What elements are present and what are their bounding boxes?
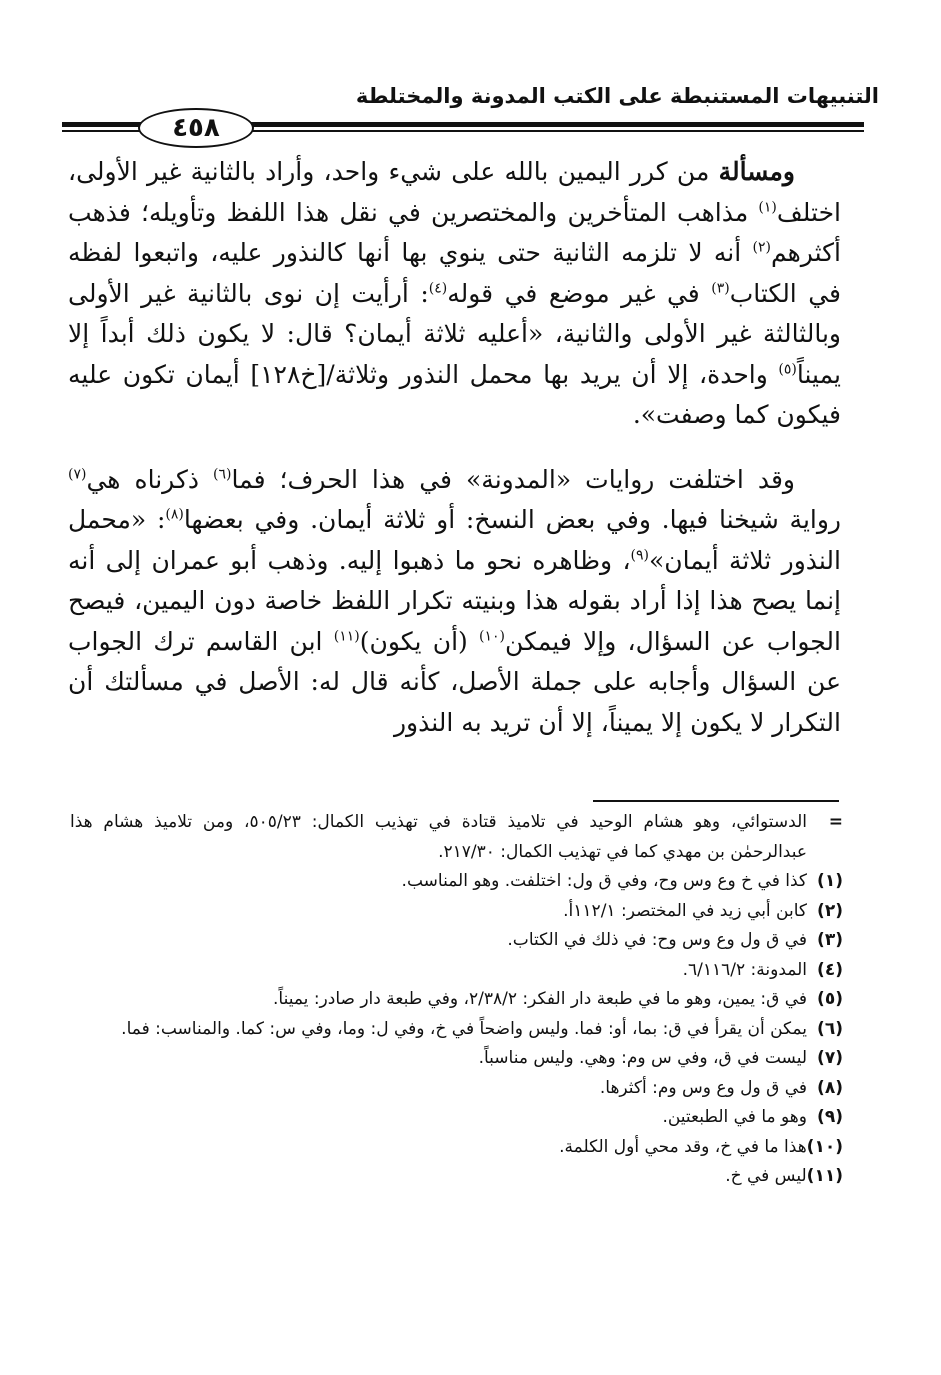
footnote-ref: (٩) (630, 547, 650, 564)
text-segment: وقد اختلفت روايات «المدونة» في هذا الحرف؛ فما (231, 464, 795, 494)
footnote-number: (٨) (817, 1077, 843, 1098)
footnote-ref: (١١) (333, 628, 360, 645)
footnote-text: في ق ول وع وس وم: أكثرها. (599, 1077, 807, 1098)
footnote (70, 956, 843, 986)
text-segment: : «محمل النذور ثلاثة أيمان» (68, 505, 841, 575)
footnote-number: (٣) (817, 930, 843, 950)
footnote-ref: (٦) (213, 466, 232, 483)
text-segment: من كرر اليمين بالله على شيء واحد، وأراد بالثانية غير الأولى، اختلف (68, 157, 841, 227)
footnote (70, 897, 843, 927)
footnote (70, 985, 843, 1015)
text-segment: ، وظاهره نحو ما ذهبوا إليه. وذهب أبو عمران إلى أنه إنما يصح هذا إذا أراد بقوله هذا وبنيته تكرار اللفظ خاصة دون اليمين، فيصح الجواب عن السؤال، وإلا فيمكن (68, 545, 841, 656)
footnote-text: الدستوائي، وهو هشام الوحيد في تلاميذ قتادة في تهذيب الكمال: ٥٠٥/٢٣، ومن تلاميذ هشام هذا عبدالرحمٰن بن مهدي كما في تهذيب الكمال: ٢١٧/٣٠. (70, 812, 807, 862)
footnote-text: في ق: يمين، وهو ما في طبعة دار الفكر: ٢/٣٨/٢، وفي طبعة دار صادر: يميناً. (273, 989, 807, 1009)
page-number: ٤٥٨ (138, 108, 254, 148)
footnote-ref: (٨) (165, 506, 184, 523)
footnote-text: في ق ول وع وس وح: في ذلك في الكتاب. (507, 930, 807, 950)
footnote-separator (593, 800, 839, 802)
footnote (70, 1133, 843, 1163)
footnote-ref: (٧) (68, 466, 87, 483)
text-segment: : أرأيت إن نوى بالثانية غير الأولى وبالثالثة غير الأولى والثانية، «أعليه ثلاثة أيمان؟ قال: لا يكون ذلك أبداً إلا يميناً (68, 278, 841, 389)
text-segment: رواية شيخنا فيها. وفي بعض النسخ: أو ثلاثة أيمان. وفي بعضها (183, 505, 841, 534)
footnote-number: (١) (817, 871, 843, 891)
footnote (70, 1015, 843, 1045)
footnote-number: = (828, 812, 843, 832)
footnote-text: كابن أبي زيد في المختصر: ١١٢/١أ. (563, 900, 807, 921)
footnote-number: (٩) (817, 1107, 843, 1127)
footnote-ref: (٤) (428, 280, 448, 297)
text-segment: واحدة، إلا أن يريد بها محمل النذور وثلاثة/[خ١٢٨] أيمان تكون عليه فيكون كما وصفت». (68, 359, 841, 429)
footnote (70, 1162, 843, 1192)
footnotes (70, 808, 843, 1192)
footnote-text: هذا ما في خ، وقد محي أول الكلمة. (559, 1136, 807, 1157)
text-segment: (أن يكون) (359, 626, 480, 656)
lead-word: ومسألة (718, 157, 795, 186)
text-segment: مذاهب المتأخرين والمختصرين في نقل هذا اللفظ وتأويله؛ فذهب أكثرهم (68, 197, 841, 267)
footnote-ref: (٥) (778, 361, 797, 378)
paragraph-2 (68, 460, 841, 744)
text-segment: ابن القاسم ترك الجواب عن السؤال وأجابه على جملة الأصل، كأنه قال له: الأصل في مسألتك أن التكرار لا يكون إلا يميناً، إلا أن تريد به النذور (68, 626, 841, 737)
text-segment: في غير موضع في قوله (447, 278, 712, 308)
footnote-number: (١٠) (806, 1136, 843, 1157)
footnote (70, 926, 843, 956)
footnote (70, 1044, 843, 1074)
footnote-number: (٥) (817, 989, 843, 1009)
footnote-text: يمكن أن يقرأ في ق: بما، أو: فما. وليس واضحاً في خ، وفي ل: وما، وفي س: كما. والمناسب: فما. (121, 1018, 807, 1039)
footnote-text: المدونة: ٦/١١٦/٢. (682, 959, 807, 980)
footnote-text: ليست في ق، وفي س وم: وهي. وليس مناسباً. (478, 1048, 807, 1068)
footnote-ref: (٢) (752, 239, 771, 256)
footnote (70, 1074, 843, 1104)
footnote-text: وهو ما في الطبعتين. (662, 1107, 807, 1127)
footnote-text: ليس في خ. (725, 1166, 807, 1186)
footnote-number: (٢) (817, 900, 843, 921)
running-title: التنبيهات المستنبطة على الكتب المدونة والمختلطة (355, 84, 879, 108)
footnote-number: (٦) (817, 1018, 843, 1039)
footnote (70, 1103, 843, 1133)
footnote-continuation (70, 808, 843, 867)
main-text (68, 152, 841, 743)
footnote-number: (١١) (806, 1166, 843, 1186)
text-segment: ذكرناه هي (86, 464, 214, 494)
footnote-ref: (١٠) (479, 628, 506, 645)
paragraph-1 (68, 152, 841, 436)
footnote-number: (٤) (817, 959, 843, 980)
footnote-number: (٧) (817, 1048, 843, 1068)
footnote-text: كذا في خ وع وس وح، وفي ق ول: اختلفت. وهو المناسب. (401, 871, 807, 891)
footnote (70, 867, 843, 897)
text-segment: أنه لا تلزمه الثانية حتى ينوي بها أنها كالنذور عليه، واتبعوا لفظه في الكتاب (68, 238, 841, 308)
footnote-ref: (٣) (711, 280, 730, 297)
footnote-ref: (١) (758, 199, 777, 216)
